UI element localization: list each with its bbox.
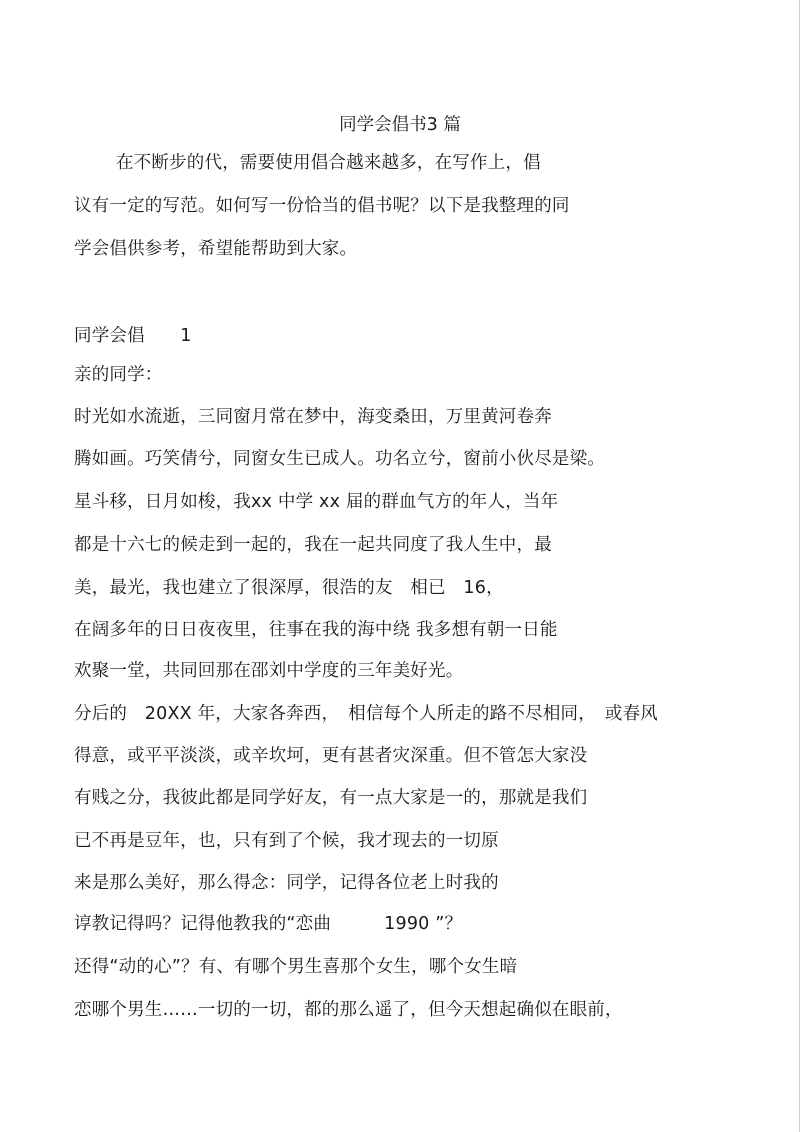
body-line-11: 已不再是豆年，也，只有到了个候，我才现去的一切原: [74, 831, 499, 851]
greeting: 亲的同学：: [74, 365, 163, 385]
body-line-1: 时光如水流逝，三同窗月常在梦中，海变桑田，万里黄河卷奔: [74, 407, 552, 427]
document-title: 同学会倡书3 篇: [339, 115, 461, 135]
body-line-4: 都是十六七的候走到一起的，我在一起共同度了我人生中，最: [74, 535, 552, 555]
body-line-9: 得意，或平平淡淡，或辛坎坷，更有甚者灾深重。但不管怎大家没: [74, 746, 588, 766]
body-line-10: 有贱之分，我彼此都是同学好友，有一点大家是一的，那就是我们: [74, 788, 588, 808]
section-heading: 同学会倡 1: [74, 326, 192, 346]
body-line-5: 美，最光，我也建立了很深厚，很浩的友 相已 16，: [74, 578, 504, 598]
body-line-12: 来是那么美好，那么得念：同学，记得各位老上时我的: [74, 873, 499, 893]
intro-line-3: 学会倡供参考，希望能帮助到大家。: [74, 239, 358, 259]
intro-line-2: 议有一定的写范。如何写一份恰当的倡书呢？以下是我整理的同: [74, 196, 570, 216]
body-line-13: 谆教记得吗？记得他教我的“恋曲 1990 ”？: [74, 914, 463, 934]
body-line-7: 欢聚一堂，共同回那在邵刘中学度的三年美好光。: [74, 661, 464, 681]
body-line-6: 在阔多年的日日夜夜里，往事在我的海中绕 我多想有朝一日能: [74, 620, 558, 640]
body-line-3: 星斗移，日月如梭，我xx 中学 xx 届的群血气方的年人，当年: [74, 492, 559, 512]
intro-line-1: 在不断步的代，需要使用倡合越来越多，在写作上，倡: [116, 153, 541, 173]
body-line-8: 分后的 20XX 年，大家各奔西， 相信每个人所走的路不尽相同， 或春风: [74, 704, 659, 724]
body-line-15: 恋哪个男生……一切的一切，都的那么遥了，但今天想起确似在眼前，: [74, 1000, 623, 1020]
body-line-2: 腾如画。巧笑倩兮，同窗女生已成人。功名立兮，窗前小伙尽是梁。: [74, 449, 605, 469]
body-line-14: 还得“动的心”？有、有哪个男生喜那个女生，哪个女生暗: [74, 957, 518, 977]
